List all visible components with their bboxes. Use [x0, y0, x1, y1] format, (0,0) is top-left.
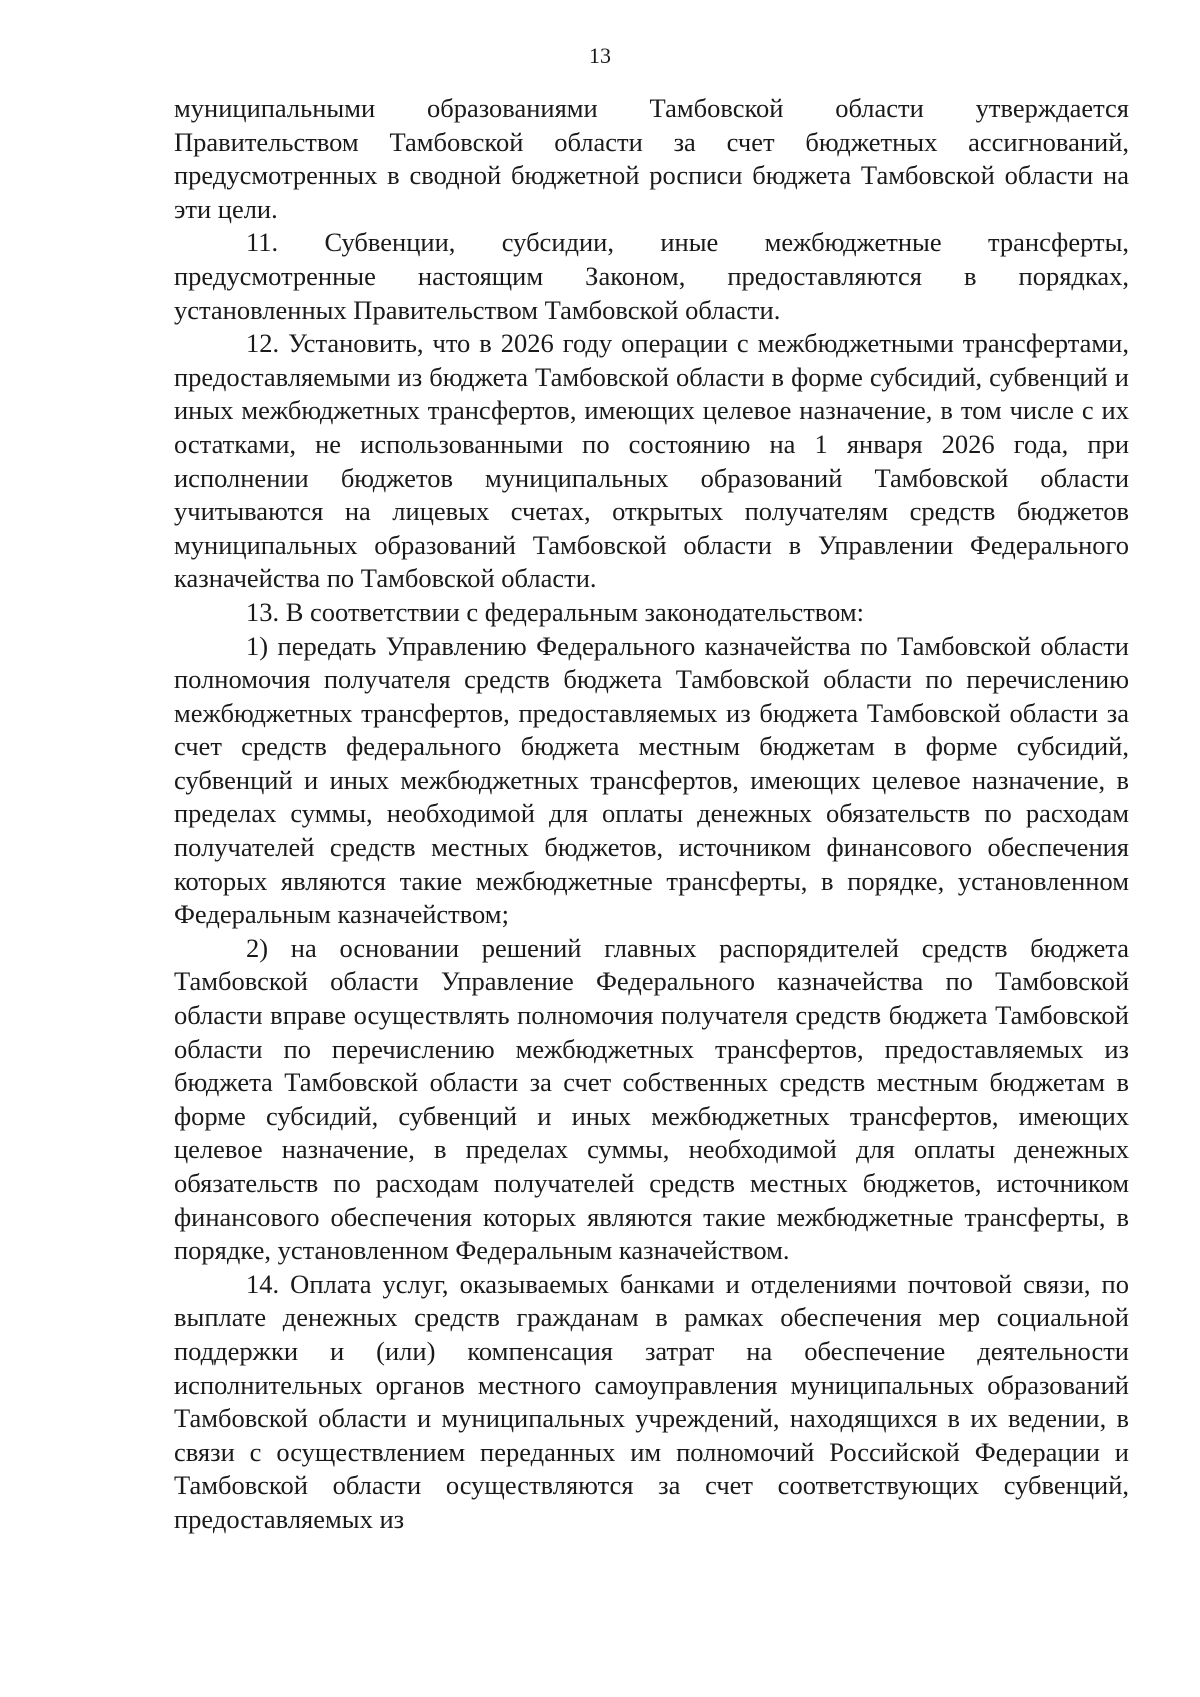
document-body [174, 92, 1129, 1537]
paragraph-item-11: 11. Субвенции, субсидии, иные межбюджетные трансферты, предусмотренные настоящим Законом, предоставляются в порядках, установленных Правительством Тамбовской области. [174, 227, 1129, 325]
paragraph-item-13: 13. В соответствии с федеральным законодательством: [246, 596, 865, 627]
paragraph-item-14: 14. Оплата услуг, оказываемых банками и отделениями почтовой связи, по выплате денежных средств гражданам в рамках обеспечения мер социальной поддержки и (или) компенсация затрат на обеспечение деятельности исполнительных органов местного самоуправления муниципальных образований Тамбовской области и муниципальных учреждений, находящихся в их ведении, в связи с осуществлением переданных им полномочий Российской Федерации и Тамбовской области осуществляются за счет соответствующих субвенций, предоставляемых из [174, 1268, 1129, 1534]
paragraph-item-13-2: 2) на основании решений главных распорядителей средств бюджета Тамбовской области Управление Федерального казначейства по Тамбовской области вправе осуществлять полномочия получателя средств бюджета Тамбовской области по перечислению межбюджетных трансфертов, предоставляемых из бюджета Тамбовской области за счет собственных средств местным бюджетам в форме субсидий, субвенций и иных межбюджетных трансфертов, имеющих целевое назначение, в пределах суммы, необходимой для оплаты денежных обязательств по расходам получателей средств местных бюджетов, источником финансового обеспечения которых являются такие межбюджетные трансферты, в порядке, установленном Федеральным казначейством. [174, 932, 1129, 1266]
page-number: 13 [589, 43, 611, 68]
paragraph-continuation: муниципальными образованиями Тамбовской области утверждается Правительством Тамбовской области за счет бюджетных ассигнований, предусмотренных в сводной бюджетной росписи бюджета Тамбовской области на эти цели. [174, 93, 1129, 224]
paragraph-item-12: 12. Установить, что в 2026 году операции с межбюджетными трансфертами, предоставляемыми из бюджета Тамбовской области в форме субсидий, субвенций и иных межбюджетных трансфертов, имеющих целевое назначение, в том числе с их остатками, не использованными по состоянию на 1 января 2026 года, при исполнении бюджетов муниципальных образований Тамбовской области учитываются на лицевых счетах, открытых получателям средств бюджетов муниципальных образований Тамбовской области в Управлении Федерального казначейства по Тамбовской области. [174, 328, 1129, 594]
paragraph-item-13-1: 1) передать Управлению Федерального казначейства по Тамбовской области полномочия получателя средств бюджета Тамбовской области по перечислению межбюджетных трансфертов, предоставляемых из бюджета Тамбовской области за счет средств федерального бюджета местным бюджетам в форме субсидий, субвенций и иных межбюджетных трансфертов, имеющих целевое назначение, в пределах суммы, необходимой для оплаты денежных обязательств по расходам получателей средств местных бюджетов, источником финансового обеспечения которых являются такие межбюджетные трансферты, в порядке, установленном Федеральным казначейством; [174, 630, 1129, 930]
